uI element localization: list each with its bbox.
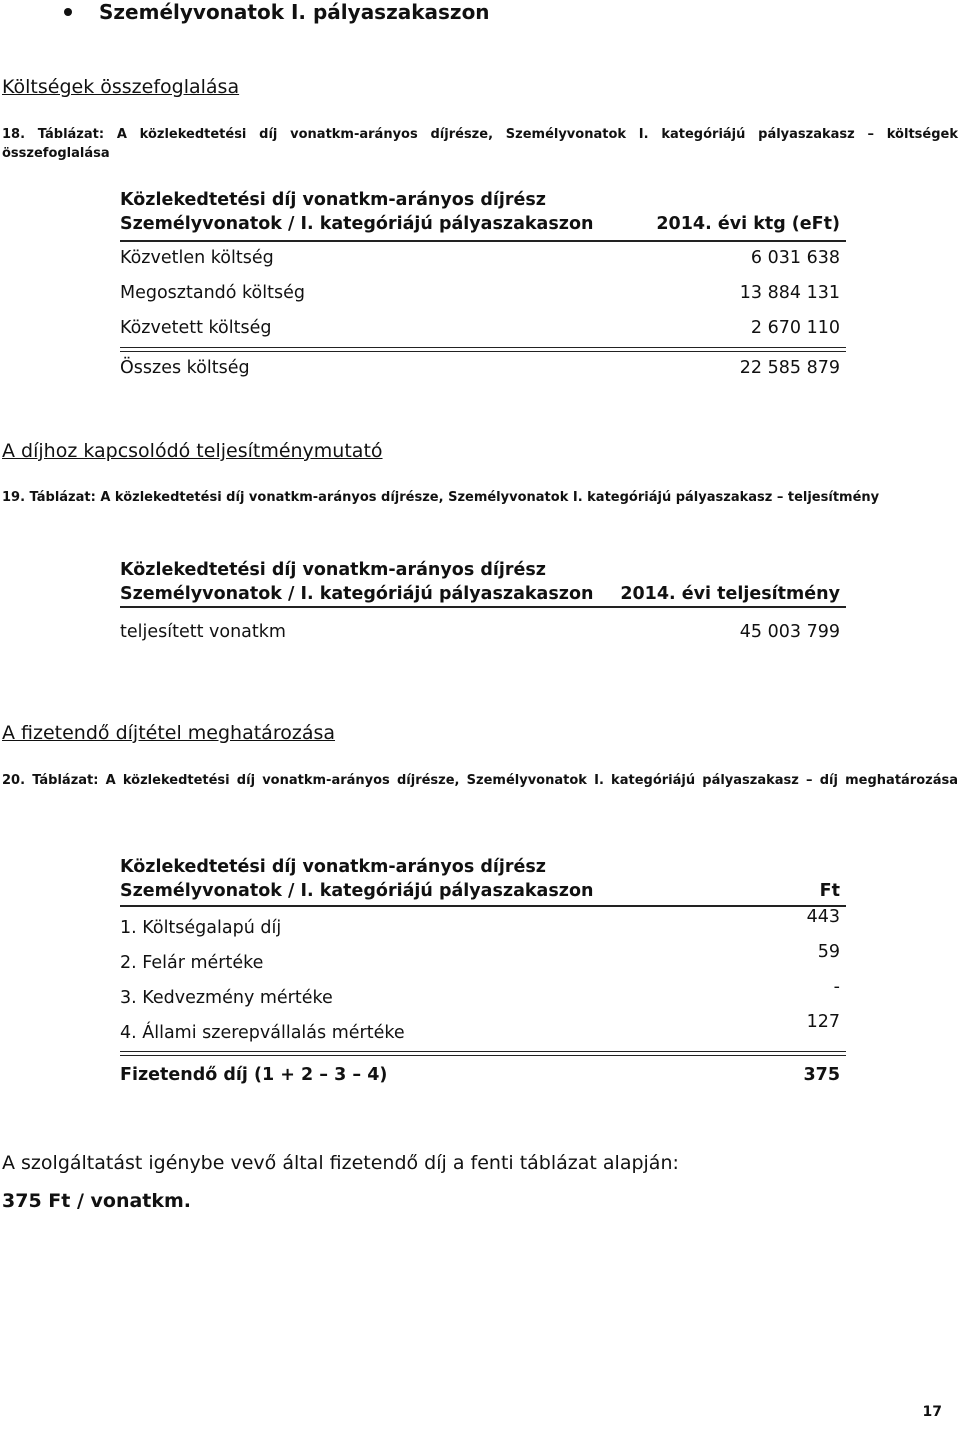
section3-caption: 20. Táblázat: A közlekedtetési díj vonatkm-arányos díjrésze, Személyvonatok I. kategóriájú pályaszakasz – díj meghatározása [2, 773, 958, 788]
table-row: teljesített vonatkm 45 003 799 [120, 622, 840, 642]
section3-title: A fizetendő díjtétel meghatározása [2, 722, 336, 744]
table-header-column: 2014. évi ktg (eFt) [656, 214, 840, 234]
conclusion-text: A szolgáltatást igénybe vevő által fizetendő díj a fenti táblázat alapján: [2, 1152, 679, 1174]
table-header-line1: Közlekedtetési díj vonatkm-arányos díjrész [120, 190, 546, 210]
header-rule [120, 905, 846, 907]
table-row: 3. Kedvezmény mértéke [120, 988, 333, 1008]
conclusion-result: 375 Ft / vonatkm. [2, 1190, 192, 1212]
table-header-column: Ft [819, 881, 840, 901]
section2-caption: 19. Táblázat: A közlekedtetési díj vonatkm-arányos díjrésze, Személyvonatok I. kategóriájú pályaszakasz – teljesítmény [2, 490, 880, 505]
table-header-line1: Közlekedtetési díj vonatkm-arányos díjrész [120, 857, 546, 877]
header-rule [120, 606, 846, 608]
page-heading [0, 0, 490, 24]
header-rule [120, 240, 846, 242]
table-row: 2. Felár mértéke [120, 953, 264, 973]
table-header-column: 2014. évi teljesítmény [620, 584, 840, 604]
table-total-row: Fizetendő díj (1 + 2 – 3 – 4) 375 [120, 1065, 840, 1085]
fee-table: Közlekedtetési díj vonatkm-arányos díjrész Személyvonatok / I. kategóriájú pályaszakaszon Ft 1. Költségalapú díj 443 2. Felár mértéke 59 3. Kedvezmény mértéke - 4. Állami szerepvállalás mértéke 127 Fizetendő díj (1 + 2 – 3 – 4) 375 [120, 857, 846, 1097]
section2-title: A díjhoz kapcsolódó teljesítménymutató [2, 440, 383, 462]
table-row: Közvetlen költség 6 031 638 [120, 248, 840, 268]
bullet-icon [64, 8, 72, 16]
cost-summary-table [120, 190, 846, 390]
table-header-line2: Személyvonatok / I. kategóriájú pályaszakaszon 2014. évi ktg (eFt) [120, 214, 840, 234]
page-heading-text: Személyvonatok I. pályaszakaszon [99, 0, 490, 24]
table-header-line2: Személyvonatok / I. kategóriájú pályaszakaszon 2014. évi teljesítmény [120, 584, 840, 604]
table-total-row: Összes költség 22 585 879 [120, 358, 840, 378]
table-header-line2: Személyvonatok / I. kategóriájú pályaszakaszon Ft [120, 881, 840, 901]
table-row: Megosztandó költség 13 884 131 [120, 283, 840, 303]
performance-table [120, 560, 846, 660]
total-rule [120, 347, 846, 352]
section1-title: Költségek összefoglalása [2, 76, 240, 98]
total-rule [120, 1051, 846, 1056]
table-header-line1: Közlekedtetési díj vonatkm-arányos díjrész [120, 560, 546, 580]
section1-caption: 18. Táblázat: A közlekedtetési díj vonatkm-arányos díjrésze, Személyvonatok I. kategóriájú pályaszakasz – költségek összefoglalása [2, 127, 958, 161]
table-row: 1. Költségalapú díj [120, 918, 282, 938]
table-row: 4. Állami szerepvállalás mértéke [120, 1023, 405, 1043]
page-number: 17 [922, 1404, 942, 1420]
table-row: Közvetett költség 2 670 110 [120, 318, 840, 338]
